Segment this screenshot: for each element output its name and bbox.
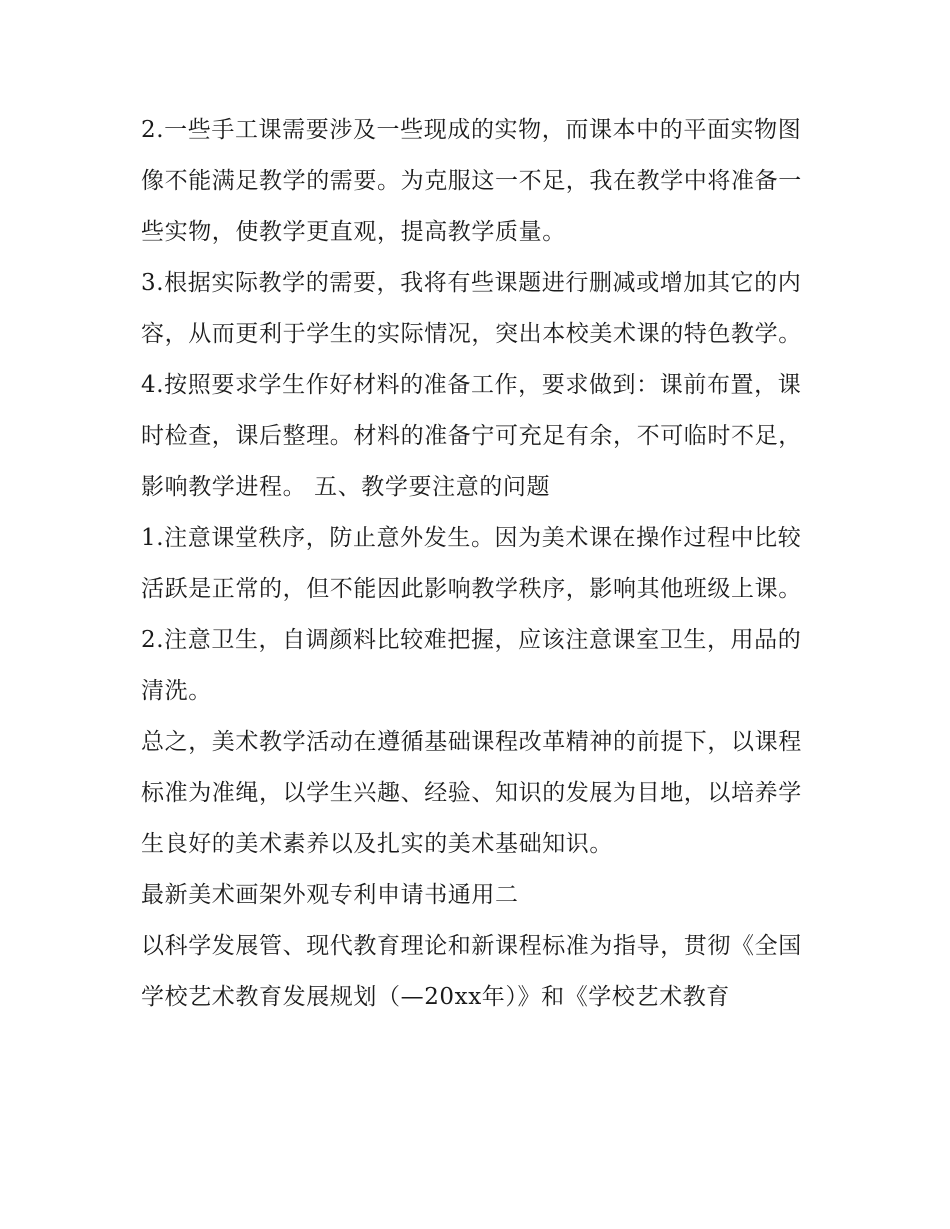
document-body [141,105,813,1023]
paragraph-item-1-classroom-order: 1.注意课堂秩序，防止意外发生。因为美术课在操作过程中比较活跃是正常的，但不能因此影响教学秩序，影响其他班级上课。 [141,525,802,602]
paragraph-item-2-real-objects: 2.一些手工课需要涉及一些现成的实物，而课本中的平面实物图像不能满足教学的需要。为克服这一不足，我在教学中将准备一些实物，使教学更直观，提高教学质量。 [141,117,802,245]
paragraph-item-2-hygiene: 2.注意卫生，自调颜料比较难把握，应该注意课室卫生，用品的清洗。 [141,627,802,704]
paragraph-guidance: 以科学发展管、现代教育理论和新课程标准为指导，贯彻《全国学校艺术教育发展规划（—20xx年）》和《学校艺术教育 [141,933,802,1010]
paragraph-item-4-materials: 4.按照要求学生作好材料的准备工作，要求做到：课前布置，课时检查，课后整理。材料的准备宁可充足有余，不可临时不足，影响教学进程。 五、教学要注意的问题 [141,372,802,500]
paragraph-summary: 总之，美术教学活动在遵循基础课程改革精神的前提下，以课程标准为准绳，以学生兴趣、经验、知识的发展为目地，以培养学生良好的美术素养以及扎实的美术基础知识。 [141,729,802,857]
section-heading: 最新美术画架外观专利申请书通用二 [141,882,519,908]
paragraph-item-3-adjust-topics: 3.根据实际教学的需要，我将有些课题进行删减或增加其它的内容，从而更利于学生的实际情况，突出本校美术课的特色教学。 [141,270,802,347]
